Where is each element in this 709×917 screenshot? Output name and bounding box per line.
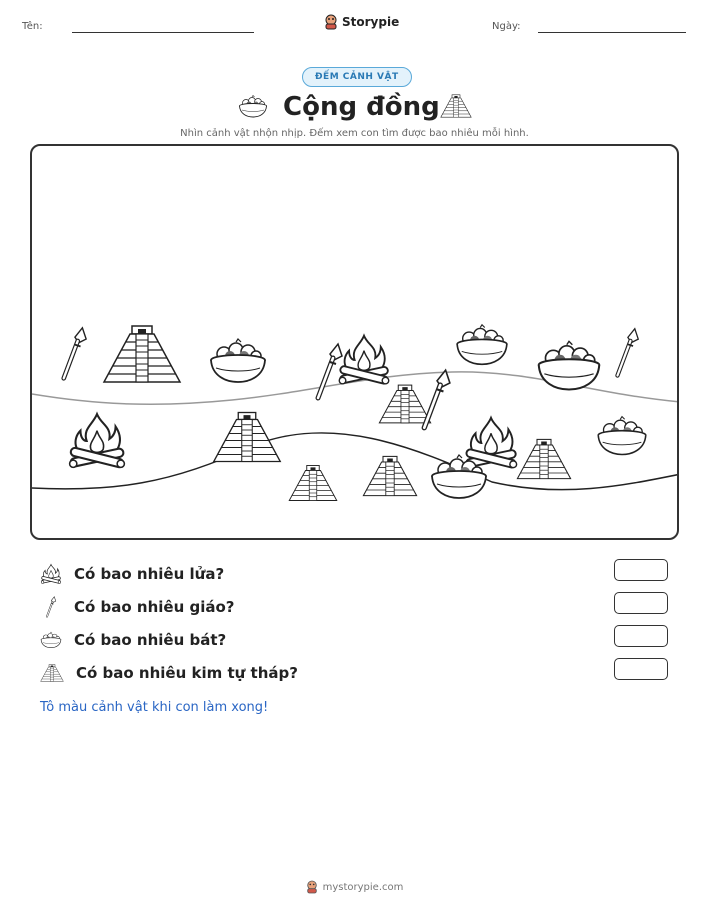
- spear-3: [617, 329, 638, 376]
- pyramid-1: [104, 326, 180, 382]
- question-pyramid: [40, 660, 298, 686]
- pyramid-3: [214, 413, 281, 462]
- date-line[interactable]: [538, 32, 686, 33]
- scene-illustration: [32, 146, 679, 540]
- counting-scene: [30, 144, 679, 540]
- bowl-4: [598, 417, 646, 455]
- title-pyramid-icon: [440, 94, 472, 118]
- coloring-note: Tô màu cảnh vật khi con làm xong!: [40, 700, 269, 715]
- date-label: Ngày:: [492, 21, 521, 32]
- bowl-3: [539, 341, 599, 389]
- title-bowl-icon: [238, 94, 268, 119]
- answer-box-spear[interactable]: [614, 592, 668, 614]
- pyramid-6: [363, 456, 416, 495]
- footer-url[interactable]: mystorypie.com: [322, 881, 404, 893]
- fire-1: [339, 336, 388, 385]
- question-spear: [40, 594, 235, 620]
- footer: [0, 880, 709, 894]
- question-bowl: [40, 627, 226, 653]
- pyramid-4: [517, 439, 570, 478]
- question-bowl-text: Có bao nhiêu bát?: [74, 631, 227, 649]
- fire-3: [465, 418, 516, 468]
- fire-icon: [40, 563, 62, 585]
- question-fire-text: Có bao nhiêu lửa?: [74, 565, 225, 583]
- bowl-icon: [40, 630, 62, 650]
- pyramid-icon: [40, 663, 64, 683]
- name-line[interactable]: [72, 32, 254, 33]
- brand-name: Storypie: [342, 15, 400, 29]
- question-pyramid-text: Có bao nhiêu kim tự tháp?: [76, 664, 298, 682]
- pyramid-5: [289, 466, 337, 501]
- storypie-mascot-icon: [324, 14, 338, 30]
- page-title: Cộng đồng: [283, 92, 440, 122]
- bowl-1: [211, 339, 265, 382]
- question-spear-text: Có bao nhiêu giáo?: [74, 598, 235, 616]
- spear-2: [318, 344, 342, 398]
- spear-icon: [40, 596, 62, 618]
- bowl-2: [457, 325, 507, 365]
- storypie-footer-icon: [306, 880, 318, 894]
- pyramid-2: [379, 385, 430, 423]
- fire-2: [70, 414, 125, 468]
- instructions: Nhìn cảnh vật nhộn nhịp. Đếm xem con tìm được bao nhiêu mỗi hình.: [180, 128, 529, 139]
- category-badge: ĐẾM CẢNH VẬT: [302, 67, 412, 87]
- spear-1: [64, 328, 86, 378]
- answer-box-bowl[interactable]: [614, 625, 668, 647]
- brand-logo: [324, 14, 399, 30]
- answer-box-fire[interactable]: [614, 559, 668, 581]
- answer-box-pyramid[interactable]: [614, 658, 668, 680]
- question-fire: [40, 561, 224, 587]
- spear-4: [424, 370, 450, 428]
- name-label: Tên:: [22, 21, 43, 32]
